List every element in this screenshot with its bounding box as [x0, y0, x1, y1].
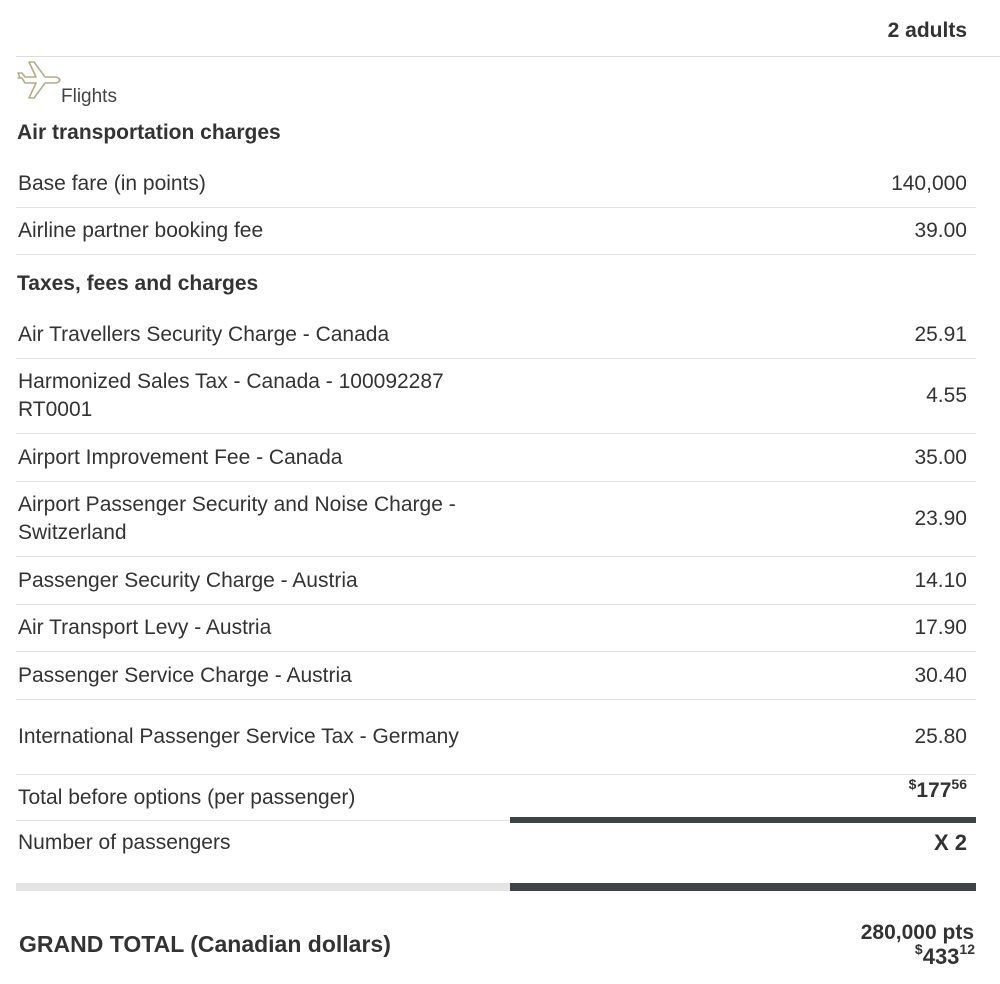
amount-whole: 433: [922, 944, 960, 969]
charge-row-base-fare: [16, 160, 976, 208]
total-before-options-label: Total before options (per passenger): [18, 785, 356, 809]
tax-value: 35.00: [914, 445, 967, 469]
number-of-passengers-label: Number of passengers: [18, 831, 231, 854]
number-of-passengers-value: X 2: [933, 830, 967, 855]
tax-label: Airport Improvement Fee - Canada: [18, 445, 343, 469]
grand-total-divider-dark: [510, 883, 976, 891]
grand-total-points: 280,000 pts: [860, 921, 974, 944]
tax-row: [16, 652, 976, 700]
tax-label: Harmonized Sales Tax - Canada - 100092287 RT0001: [18, 370, 444, 421]
tax-value: 4.55: [926, 384, 967, 407]
currency-symbol: $: [908, 775, 917, 792]
tax-value: 23.90: [914, 507, 967, 530]
tax-row: [16, 311, 976, 359]
tax-label: Airport Passenger Security and Noise Charge - Switzerland: [18, 493, 456, 544]
tax-row: [16, 605, 976, 652]
passenger-count-header: 2 adults: [887, 19, 967, 42]
charge-value: 140,000: [891, 171, 967, 195]
header-divider: [16, 56, 1000, 57]
air-transportation-title: Air transportation charges: [17, 121, 281, 144]
tax-value: 25.91: [914, 322, 967, 346]
tax-label: Passenger Service Charge - Austria: [18, 663, 352, 687]
charge-value: 39.00: [914, 219, 967, 242]
tax-label: Passenger Security Charge - Austria: [18, 568, 358, 592]
total-before-options-amount: [908, 775, 976, 803]
tax-label: Air Transport Levy - Austria: [18, 616, 272, 639]
amount-whole: 177: [916, 778, 952, 802]
currency-symbol: $: [914, 941, 923, 957]
charge-label: Airline partner booking fee: [18, 219, 264, 242]
tax-label: International Passenger Service Tax - Germany: [18, 725, 459, 748]
tax-row: [16, 482, 976, 557]
taxes-title: Taxes, fees and charges: [17, 272, 259, 295]
flights-label: Flights: [61, 86, 117, 107]
tax-value: 14.10: [914, 568, 967, 592]
airplane-icon: [14, 56, 64, 106]
tax-row: [16, 359, 976, 434]
amount-cents: 12: [959, 941, 975, 957]
tax-value: 17.90: [914, 616, 967, 639]
tax-value: 25.80: [914, 725, 967, 748]
charge-label: Base fare (in points): [18, 171, 206, 195]
tax-label: Air Travellers Security Charge - Canada: [18, 322, 390, 346]
row-divider: [16, 820, 510, 821]
charge-row-booking-fee: [16, 208, 976, 255]
number-of-passengers-row: [16, 823, 976, 863]
grand-total-label: GRAND TOTAL (Canadian dollars): [19, 931, 391, 957]
tax-value: 30.40: [914, 663, 967, 687]
tax-row: [16, 700, 976, 775]
tax-row: [16, 557, 976, 605]
amount-cents: 56: [951, 775, 967, 792]
grand-total-divider-light: [16, 883, 510, 891]
tax-row: [16, 434, 976, 482]
grand-total-amount: [914, 941, 975, 970]
total-before-options-row: [16, 775, 976, 820]
